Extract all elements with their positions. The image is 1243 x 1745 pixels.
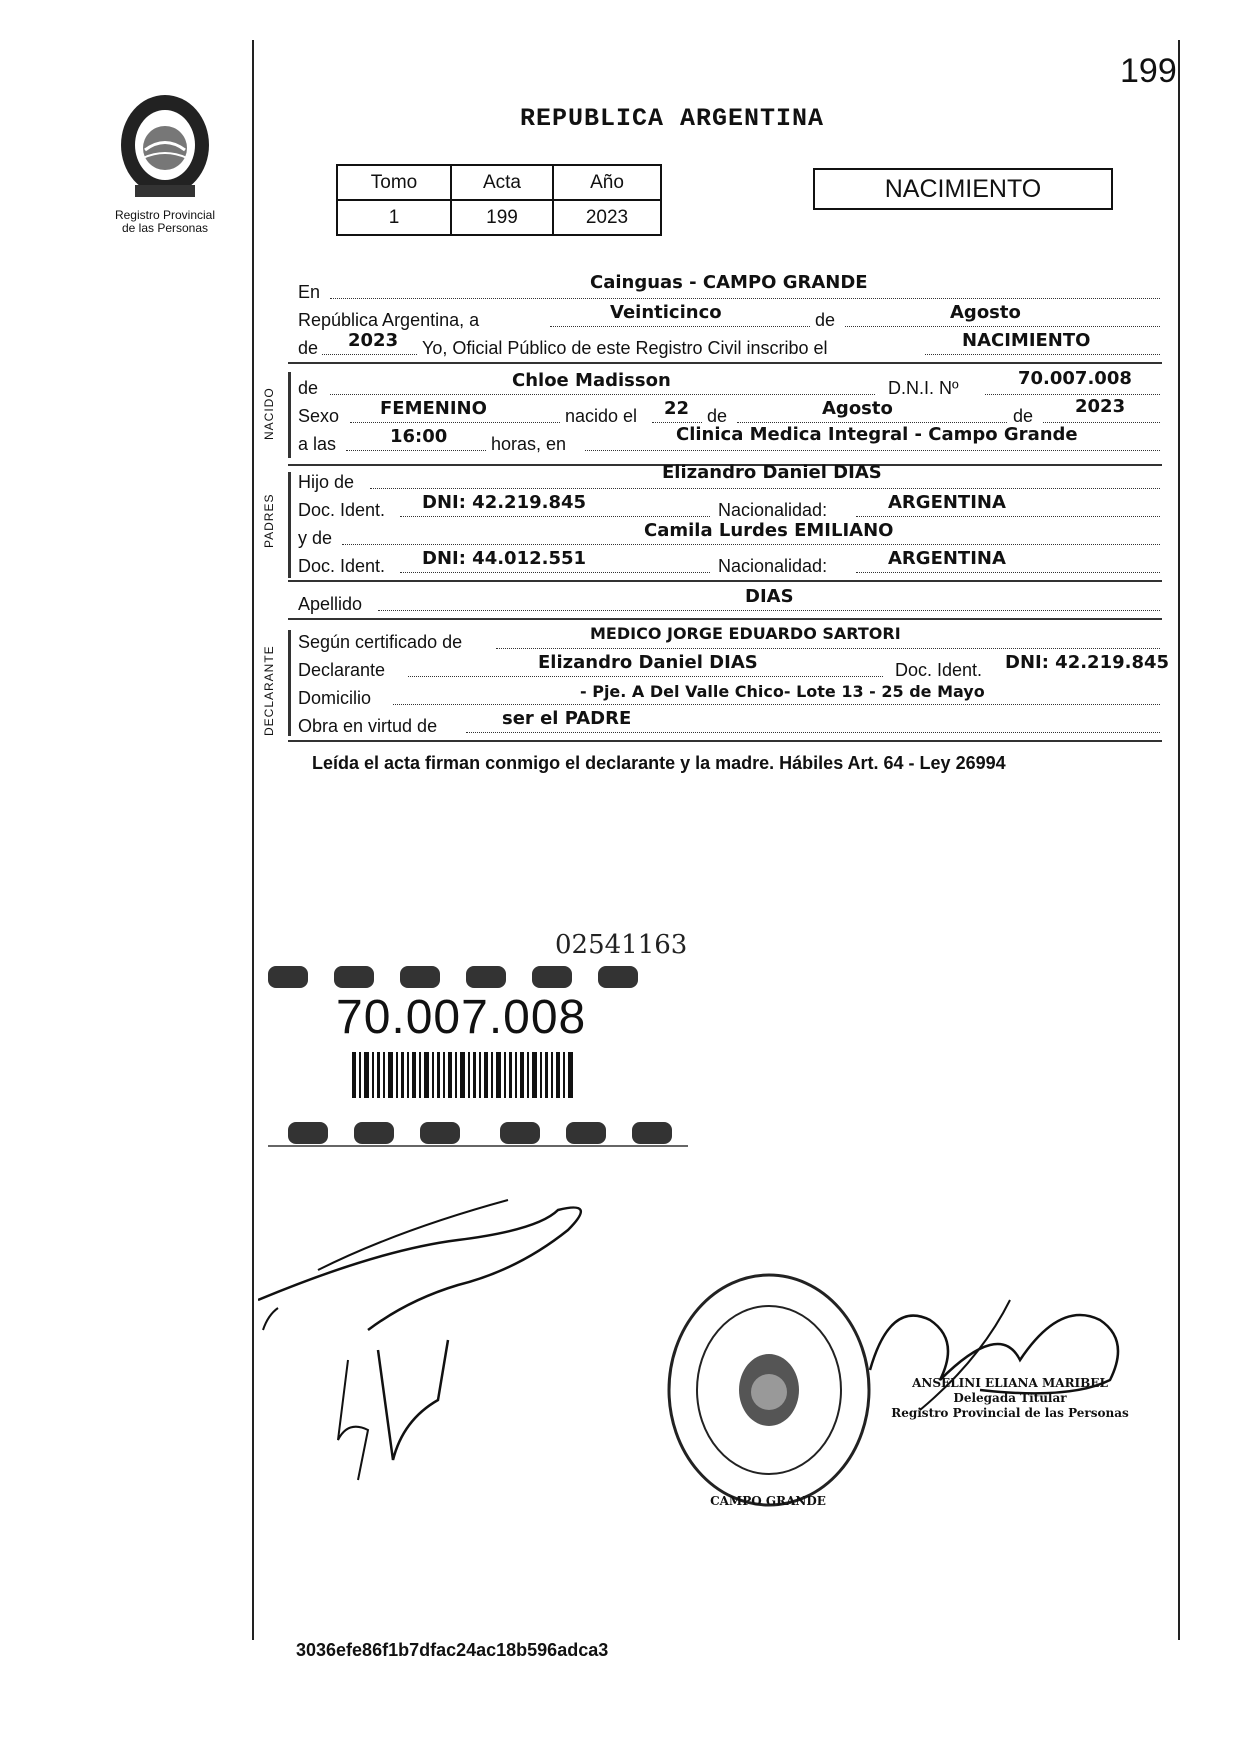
declarant-signature-icon [258, 1190, 718, 1530]
value-declarante-doc: DNI: 42.219.845 [1005, 652, 1170, 673]
dotted-line [378, 610, 1160, 611]
value-acta: 199 [451, 200, 553, 235]
value-padre-nac: ARGENTINA [888, 492, 1006, 513]
dotted-line [845, 326, 1160, 327]
label-en: En [298, 282, 321, 302]
label-de-month: de [815, 310, 836, 330]
side-label-padres: PADRES [262, 493, 276, 548]
value-padre-doc: DNI: 42.219.845 [422, 492, 587, 513]
value-sexo: FEMENINO [380, 398, 487, 419]
left-margin-rule [252, 40, 254, 1640]
section-brace [288, 472, 291, 578]
section-rule [288, 740, 1162, 742]
label-sexo: Sexo [298, 406, 340, 426]
value-dia-nac: 22 [664, 398, 690, 419]
value-madre-doc: DNI: 44.012.551 [422, 548, 587, 569]
officer-stamp [880, 1376, 1140, 1421]
dotted-line [1043, 422, 1160, 423]
side-label-nacido: NACIDO [262, 387, 276, 440]
value-hora: 16:00 [390, 426, 448, 447]
provincial-logo [90, 90, 240, 235]
dotted-line [350, 422, 560, 423]
value-tomo: 1 [337, 200, 451, 235]
officer-role: Delegada Titular [953, 1391, 1067, 1405]
label-de-1: de [707, 406, 728, 426]
barcode-number: 70.007.008 [336, 991, 587, 1044]
value-anio-inscr: 2023 [348, 330, 399, 351]
dotted-line [346, 450, 486, 451]
record-type-box: NACIMIENTO [813, 168, 1113, 210]
dotted-line [322, 354, 417, 355]
dotted-line [856, 516, 1160, 517]
section-rule [288, 618, 1162, 620]
handwritten-number: 02541163 [555, 930, 688, 960]
dotted-line [585, 450, 1160, 451]
label-domicilio: Domicilio [298, 688, 372, 708]
dotted-line [925, 354, 1160, 355]
label-hijo-de: Hijo de [298, 472, 355, 492]
value-madre: Camila Lurdes EMILIANO [644, 520, 894, 541]
label-y-de: y de [298, 528, 333, 548]
label-obra: Obra en virtud de [298, 716, 438, 736]
acta-table [336, 164, 662, 236]
logo-caption-line1: Registro Provincial [114, 208, 216, 222]
label-de-year: de [298, 338, 319, 358]
dotted-line [393, 704, 1160, 705]
dotted-line [330, 394, 875, 395]
dotted-line [496, 648, 1160, 649]
label-nacionalidad-1: Nacionalidad: [718, 500, 828, 520]
value-domicilio: - Pje. A Del Valle Chico- Lote 13 - 25 de Mayo [580, 682, 985, 701]
value-lugar-nac: Clinica Medica Integral - Campo Grande [676, 424, 1078, 445]
header-tomo: Tomo [337, 165, 451, 200]
value-lugar: Cainguas - CAMPO GRANDE [590, 272, 868, 293]
section-brace [288, 630, 291, 736]
dotted-line [737, 422, 1007, 423]
value-nombre: Chloe Madisson [512, 370, 671, 391]
label-apellido: Apellido [298, 594, 363, 614]
value-madre-nac: ARGENTINA [888, 548, 1006, 569]
value-anio: 2023 [553, 200, 661, 235]
section-rule [288, 580, 1162, 582]
barcode-icon [352, 1052, 577, 1098]
dotted-line [400, 516, 710, 517]
side-label-declarante: DECLARANTE [262, 645, 276, 736]
misiones-shield-icon [115, 90, 215, 200]
label-nacido-el: nacido el [565, 406, 638, 426]
value-apellido: DIAS [745, 586, 794, 607]
label-de-name: de [298, 378, 319, 398]
officer-office: Registro Provincial de las Personas [891, 1406, 1129, 1420]
header-acta: Acta [451, 165, 553, 200]
value-mes-nac: Agosto [822, 398, 893, 419]
label-de-2: de [1013, 406, 1034, 426]
label-doc-ident-2: Doc. Ident. [298, 556, 386, 576]
label-declarante: Declarante [298, 660, 386, 680]
label-republica: República Argentina, a [298, 310, 480, 330]
dotted-line [856, 572, 1160, 573]
label-nacionalidad-2: Nacionalidad: [718, 556, 828, 576]
officer-name: ANSELINI ELIANA MARIBEL [912, 1376, 1108, 1390]
section-rule [288, 362, 1162, 364]
section-brace [288, 372, 291, 458]
dotted-line [466, 732, 1160, 733]
label-doc-ident-3: Doc. Ident. [895, 660, 983, 680]
dotted-line [342, 544, 1160, 545]
dotted-line [652, 422, 702, 423]
right-margin-rule [1178, 40, 1180, 1640]
value-certificado: MEDICO JORGE EDUARDO SARTORI [590, 624, 901, 643]
document-hash: 3036efe86f1b7dfac24ac18b596adca3 [296, 1640, 609, 1660]
header-anio: Año [553, 165, 661, 200]
official-seal-icon [664, 1270, 874, 1510]
page-number: 199 [1120, 52, 1177, 90]
closing-note: Leída el acta firman conmigo el declarante y la madre. Hábiles Art. 64 - Ley 26994 [312, 753, 1006, 773]
dotted-line [370, 488, 1160, 489]
value-tipo: NACIMIENTO [962, 330, 1091, 351]
seal-bottom-text: CAMPO GRANDE [710, 1494, 826, 1508]
label-horas-en: horas, en [491, 434, 567, 454]
value-dni: 70.007.008 [1018, 368, 1132, 389]
dotted-line [330, 298, 1160, 299]
value-declarante: Elizandro Daniel DIAS [538, 652, 758, 673]
document-title: REPUBLICA ARGENTINA [520, 104, 825, 133]
value-obra: ser el PADRE [502, 708, 632, 729]
label-segun: Según certificado de [298, 632, 463, 652]
value-anio-nac: 2023 [1075, 396, 1126, 417]
watermark-strip-bottom [268, 1118, 708, 1148]
value-dia-inscr: Veinticinco [610, 302, 722, 323]
label-doc-ident-1: Doc. Ident. [298, 500, 386, 520]
value-padre: Elizandro Daniel DIAS [662, 462, 882, 483]
dotted-line [408, 676, 883, 677]
dotted-line [985, 394, 1160, 395]
watermark-strip-top [268, 962, 708, 992]
logo-caption-line2: de las Personas [121, 221, 209, 235]
label-a-las: a las [298, 434, 337, 454]
label-dni: D.N.I. Nº [888, 378, 959, 398]
value-mes-inscr: Agosto [950, 302, 1021, 323]
label-yo: Yo, Oficial Público de este Registro Civil inscribo el [422, 338, 828, 358]
dotted-line [550, 326, 810, 327]
dotted-line [400, 572, 710, 573]
